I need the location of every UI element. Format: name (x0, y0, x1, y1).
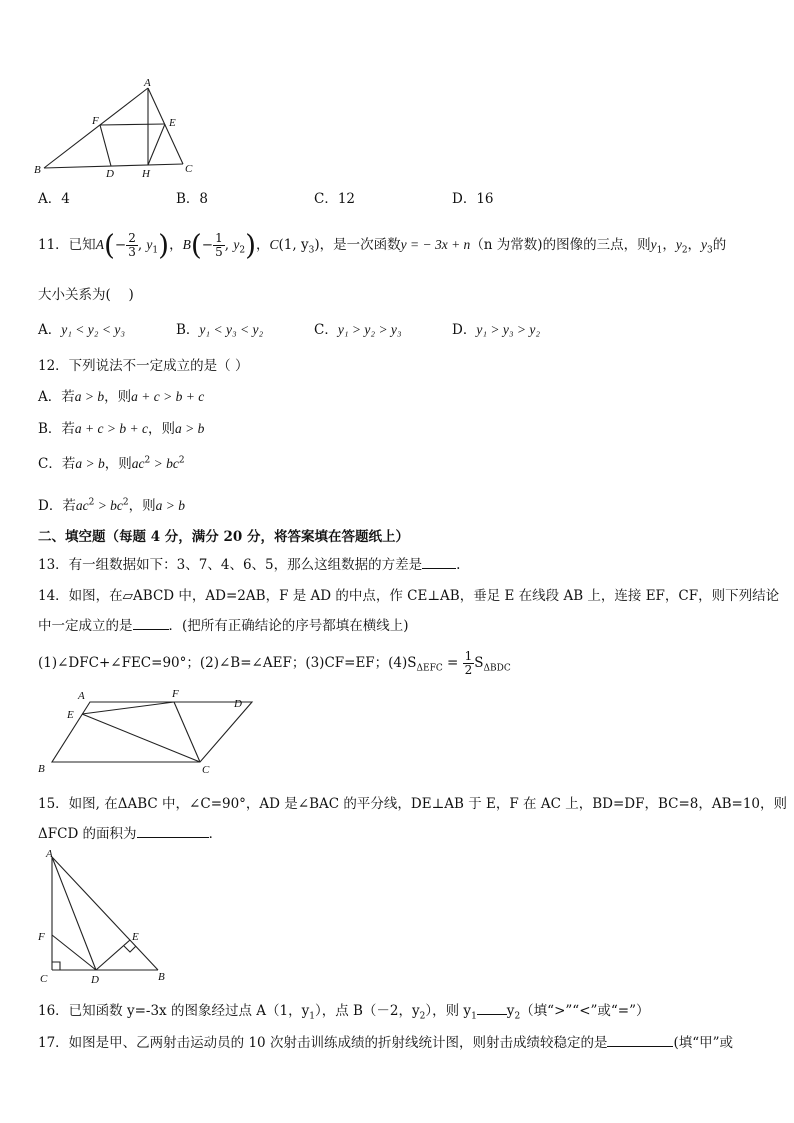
label-a: A (46, 848, 53, 860)
q11-number: 11．已知 (38, 237, 96, 253)
q15-triangle-figure (34, 845, 174, 985)
fraction-2-3: $\frac{2}{3}$ (128, 231, 136, 259)
q15-stem-line2: ΔFCD 的面积为 ． (38, 826, 223, 842)
line-eh (148, 124, 165, 165)
linear-function: y = − 3x + n (400, 237, 471, 252)
label-a: A (78, 690, 85, 702)
label-f: F (38, 931, 45, 943)
q14-parallelogram-figure (34, 685, 264, 777)
fraction-1-2: $\frac{1}{2}$ (464, 649, 473, 677)
q11-option-c[interactable]: C．y₁ > y₂ > y₃ (314, 322, 402, 338)
label-c: C (185, 163, 193, 175)
label-d: D (106, 168, 114, 180)
q12-option-c[interactable]: C．若a > b，则$ac^2 > bc^2$ (38, 455, 185, 472)
label-c: C (40, 973, 48, 985)
parallelogram-abcd (52, 702, 252, 762)
line-fd (100, 125, 111, 166)
q14-stem-line2: 中一定成立的是 ．(把所有正确结论的序号都填在横线上) (38, 618, 409, 634)
label-f: F (172, 688, 179, 700)
fraction-1-5: $\frac{1}{5}$ (215, 231, 223, 259)
q15-stem-line1: 15．如图, 在ΔABC 中，∠C=90°，AD 是∠BAC 的平分线，DE⊥AB 于 E，F 在 AC 上，BD=DF，BC=8，AB=10，则 (38, 796, 788, 812)
q14-conclusions: (1)∠DFC+∠FEC=90°；(2)∠B=∠AEF；(3)CF=EF；$(4)S_{\Delta EFC}$ = $\frac{1}{2}$ $S_{\Delta BDC}$ (38, 649, 511, 677)
q17-answer-blank[interactable] (607, 1034, 673, 1047)
q11-stem: 11．已知A(− $\frac{2}{3}$ , $y_1$)，B(− $\frac{1}{5}$ , $y_2$)，C(1, $y_3$)，是一次函数y = − 3x + n（n 为常数)的图像的三点，则$y_1$，$y_2$，$y_3$的 (38, 228, 727, 262)
q15-answer-blank[interactable] (137, 825, 209, 838)
label-b: B (158, 971, 165, 983)
label-e: E (169, 117, 176, 129)
q11-option-d[interactable]: D．y₁ > y₃ > y₂ (452, 322, 541, 338)
label-b: B (38, 763, 45, 775)
q12-stem: 12．下列说法不一定成立的是（ ） (38, 358, 249, 374)
q11-stem-line2: 大小关系为( ) (38, 287, 134, 303)
q17-stem: 17．如图是甲、乙两射击运动员的 10 次射击训练成绩的折射线统计图，则射击成绩较稳定的是 (填“甲”或 (38, 1035, 734, 1051)
line-de (96, 940, 130, 970)
label-h: H (142, 168, 150, 180)
line-fe (100, 124, 165, 125)
q12-option-a[interactable]: A．若a > b，则a + c > b + c (38, 389, 205, 405)
label-d: D (91, 974, 99, 985)
q10-option-a[interactable]: A．4 (38, 191, 70, 207)
right-angle-c (52, 962, 60, 970)
label-e: E (67, 709, 74, 721)
point-a-label: A (95, 237, 104, 252)
q11-option-b[interactable]: B．y₁ < y₃ < y₂ (176, 322, 264, 338)
q16-stem: 16．已知函数 y=-3x 的图象经过点 A（1，$y_1$），点 B（－2，$y_2$），则 $y_1$ $y_2$（填“>”“<”或“=”） (38, 1003, 650, 1022)
q13-answer-blank[interactable] (422, 556, 456, 569)
q16-answer-blank[interactable] (477, 1002, 507, 1015)
q11-option-a[interactable]: A．y₁ < y₂ < y₃ (38, 322, 126, 338)
label-e: E (132, 931, 139, 943)
q10-option-c[interactable]: C．12 (314, 191, 356, 207)
q12-option-d[interactable]: D．若$ac^2 > bc^2$，则a > b (38, 497, 186, 514)
label-d: D (234, 698, 242, 710)
line-ef (82, 702, 174, 714)
q10-option-b[interactable]: B．8 (176, 191, 209, 207)
line-ab (52, 857, 158, 970)
q13-stem: 13．有一组数据如下：3、7、4、6、5，那么这组数据的方差是 . (38, 557, 461, 573)
q14-answer-blank[interactable] (133, 617, 169, 630)
point-b-label: B (182, 237, 191, 252)
q10-triangle-figure (30, 76, 200, 180)
q10-option-d[interactable]: D．16 (452, 191, 494, 207)
q14-stem-line1: 14．如图，在▱ABCD 中，AD=2AB，F 是 AD 的中点，作 CE⊥AB，垂足 E 在线段 AB 上，连接 EF，CF，则下列结论 (38, 588, 780, 604)
q12-option-b[interactable]: B．若a + c > b + c，则a > b (38, 421, 205, 437)
right-angle-e (124, 946, 136, 952)
label-a: A (144, 77, 151, 89)
label-f: F (92, 115, 99, 127)
section-2-heading: 二、填空题（每题 4 分，满分 20 分，将答案填在答题纸上） (38, 529, 409, 545)
point-c-label: C (269, 237, 279, 252)
label-c: C (202, 764, 210, 776)
line-ba (44, 88, 148, 168)
label-b: B (34, 164, 41, 176)
